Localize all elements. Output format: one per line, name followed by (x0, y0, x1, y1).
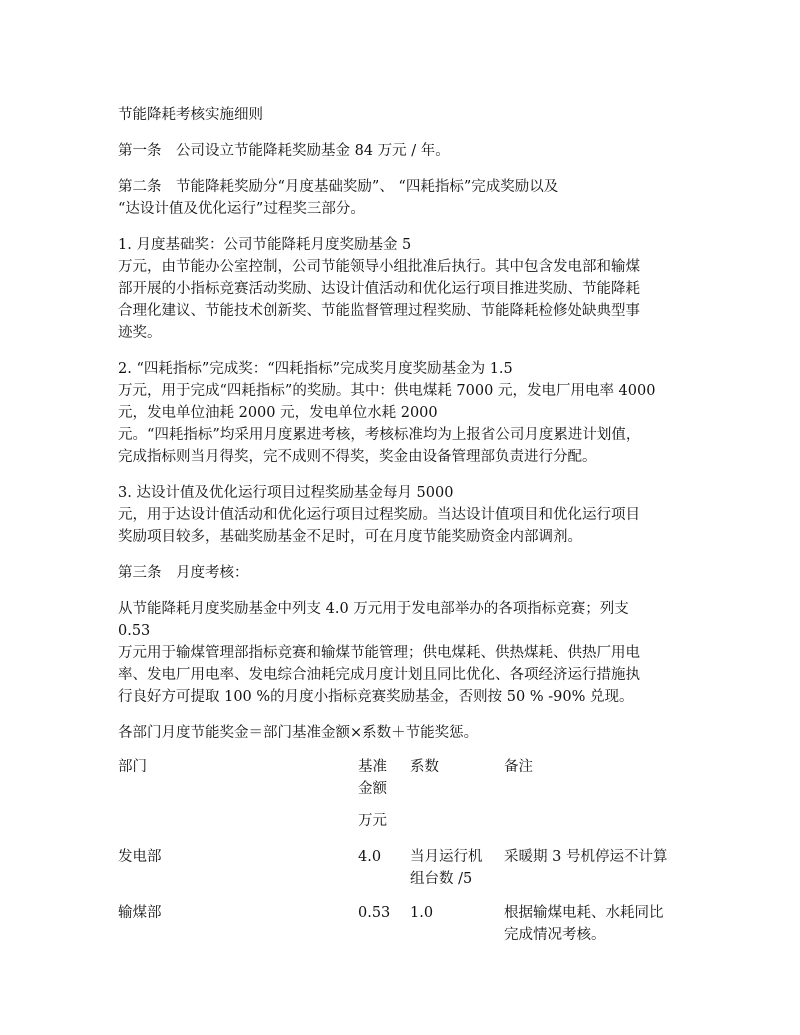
cell-note (504, 846, 688, 902)
article-1: 第一条 公司设立节能降耗奖励基金 84 万元 / 年。 (118, 143, 450, 159)
cell-base: 0.53 (358, 905, 391, 921)
table-row (118, 902, 688, 946)
item-1-line: 迹奖。 (118, 325, 162, 341)
cell-note-line: 完成情况考核。 (504, 927, 606, 943)
item-2-line: 万元，用于完成“四耗指标”的奖励。其中：供电煤耗 7000 元，发电厂用电率 4000 (118, 383, 656, 399)
cell-base: 4.0 (358, 849, 382, 865)
item-2-line: 完成指标则当月得奖，完不成则不得奖，奖金由设备管理部负责进行分配。 (118, 449, 597, 465)
article-3-body (118, 598, 688, 708)
table-unit-row (118, 810, 688, 846)
cell-note (504, 902, 688, 946)
item-2-line: 2. “四耗指标”完成奖：“四耗指标”完成奖月度奖励基金为 1.5 (118, 361, 513, 377)
cell-coef-line: 1.0 (410, 905, 434, 921)
cell-dept: 发电部 (118, 849, 162, 865)
article-3-line: 万元用于输煤管理部指标竞赛和输煤节能管理；供电煤耗、供热煤耗、供热厂用电 (118, 645, 640, 661)
cell-note-line: 根据输煤电耗、水耗同比 (504, 905, 664, 921)
item-3-line: 3. 达设计值及优化运行项目过程奖励基金每月 5000 (118, 485, 454, 501)
item-1-line: 万元，由节能办公室控制，公司节能领导小组批准后执行。其中包含发电部和输煤 (118, 259, 640, 275)
item-3-line: 元，用于达设计值活动和优化运行项目过程奖励。当达设计值项目和优化运行项目 (118, 507, 640, 523)
cell-note-line: 采暖期 3 号机停运不计算 (504, 849, 668, 865)
cell-coef (410, 846, 504, 902)
header-base-line: 金额 (358, 781, 387, 797)
document-page (118, 104, 688, 946)
item-2 (118, 358, 688, 468)
article-3-line: 0.53 (118, 623, 151, 639)
header-dept: 部门 (118, 759, 147, 775)
article-2-line: 第二条 节能降耗奖励分“月度基础奖励”、 “四耗指标”完成奖励以及 (118, 179, 559, 195)
cell-coef (410, 902, 504, 946)
item-3 (118, 482, 688, 548)
document-title: 节能降耗考核实施细则 (118, 107, 263, 123)
item-3-line: 奖励项目较多，基础奖励基金不足时，可在月度节能奖励资金内部调剂。 (118, 529, 582, 545)
cell-dept: 输煤部 (118, 905, 162, 921)
header-coef: 系数 (410, 759, 439, 775)
item-2-line: 元，发电单位油耗 2000 元，发电单位水耗 2000 (118, 405, 438, 421)
item-1-line: 部开展的小指标竞赛活动奖励、达设计值活动和优化运行项目推进奖励、节能降耗 (118, 281, 640, 297)
item-1-line: 1. 月度基础奖：公司节能降耗月度奖励基金 5 (118, 237, 412, 253)
item-1 (118, 234, 688, 344)
header-note: 备注 (504, 759, 533, 775)
department-bonus-table (118, 756, 688, 946)
article-2 (118, 176, 688, 220)
table-row (118, 846, 688, 902)
cell-coef-line: 当月运行机 (410, 849, 483, 865)
table-header-row (118, 756, 688, 810)
item-1-line: 合理化建议、节能技术创新奖、节能监督管理过程奖励、节能降耗检修处缺典型事 (118, 303, 640, 319)
article-3-line: 从节能降耗月度奖励基金中列支 4.0 万元用于发电部举办的各项指标竞赛；列支 (118, 601, 629, 617)
unit-label: 万元 (358, 813, 387, 829)
cell-coef-line: 组台数 /5 (410, 871, 473, 887)
header-base-line: 基准 (358, 759, 387, 775)
article-2-line: “达设计值及优化运行”过程奖三部分。 (118, 201, 365, 217)
article-3-line: 行良好方可提取 100 %的月度小指标竞赛奖励基金，否则按 50 % -90% 兑现。 (118, 689, 634, 705)
bonus-formula: 各部门月度节能奖金＝部门基准金额×系数＋节能奖惩。 (118, 725, 479, 741)
header-base (358, 756, 410, 810)
article-3-heading: 第三条 月度考核： (118, 565, 249, 581)
article-3-line: 率、发电厂用电率、发电综合油耗完成月度计划且同比优化、各项经济运行措施执 (118, 667, 640, 683)
item-2-line: 元。“四耗指标”均采用月度累进考核，考核标准均为上报省公司月度累进计划值， (118, 427, 641, 443)
